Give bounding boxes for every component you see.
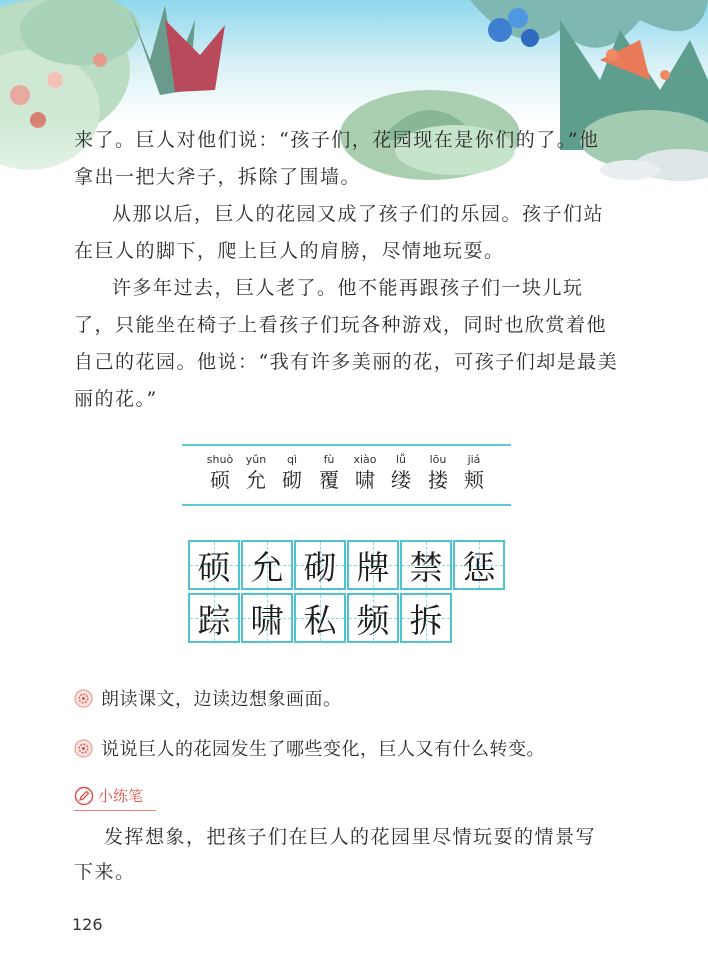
pen-icon <box>74 786 94 806</box>
writing-cell <box>241 593 293 643</box>
pinyin-text: lōu <box>429 453 447 466</box>
pinyin-item <box>309 453 349 492</box>
exercise-item <box>74 735 545 761</box>
practice-title: 小练笔 <box>98 787 144 805</box>
writing-cell <box>188 540 240 590</box>
writing-char: 私 <box>303 600 337 640</box>
pinyin-char: 覆 <box>319 468 339 492</box>
story-line: 从那以后，巨人的花园又成了孩子们的乐园。孩子们站 <box>112 203 605 225</box>
writing-char: 牌 <box>356 547 390 587</box>
pinyin-item <box>236 453 276 492</box>
writing-cell <box>294 593 346 643</box>
exercise-item <box>74 685 342 711</box>
pinyin-char: 硕 <box>210 468 230 492</box>
pinyin-text: xiào <box>353 453 377 466</box>
story-paragraph-3 <box>74 270 634 418</box>
pinyin-char: 颊 <box>464 468 484 492</box>
writing-cell <box>453 540 505 590</box>
pinyin-text: qì <box>286 453 298 466</box>
pinyin-char: 搂 <box>428 468 448 492</box>
story-line: 了，只能坐在椅子上看孩子们玩各种游戏，同时也欣赏着他 <box>74 314 608 336</box>
story-line: 来了。巨人对他们说：“孩子们，花园现在是你们的了。”他 <box>74 129 600 151</box>
pinyin-text: yǔn <box>245 453 267 466</box>
writing-cell <box>347 593 399 643</box>
pinyin-char: 缕 <box>391 468 411 492</box>
writing-cell <box>347 540 399 590</box>
pinyin-char: 砌 <box>282 468 302 492</box>
writing-char: 频 <box>356 600 390 640</box>
pinyin-text: fù <box>323 453 335 466</box>
flower-bullet-icon <box>74 739 93 758</box>
pinyin-text: shuò <box>206 453 234 466</box>
writing-cell <box>241 540 293 590</box>
pinyin-word-box <box>182 444 511 506</box>
writing-char: 踪 <box>197 600 231 640</box>
writing-char: 惩 <box>462 547 496 587</box>
story-line: 丽的花。” <box>74 388 158 410</box>
story-paragraph-2 <box>74 196 634 270</box>
pinyin-text: jiá <box>467 453 481 466</box>
practice-header <box>74 785 143 806</box>
practice-line: 下来。 <box>74 861 136 883</box>
writing-char: 允 <box>250 547 284 587</box>
writing-char: 砌 <box>303 547 337 587</box>
writing-cell <box>400 593 452 643</box>
exercise-text: 朗读课文，边读边想象画面。 <box>101 689 342 710</box>
pinyin-item <box>454 453 494 492</box>
pinyin-char: 允 <box>246 468 266 492</box>
story-paragraph-1 <box>74 122 634 196</box>
writing-cell <box>188 593 240 643</box>
pinyin-item <box>418 453 458 492</box>
writing-char: 拆 <box>409 600 443 640</box>
story-line: 拿出一把大斧子，拆除了围墙。 <box>74 166 362 188</box>
pinyin-item <box>272 453 312 492</box>
pinyin-item <box>345 453 385 492</box>
writing-cell <box>294 540 346 590</box>
story-line: 自己的花园。他说：“我有许多美丽的花，可孩子们却是最美 <box>74 351 619 373</box>
practice-line: 发挥想象，把孩子们在巨人的花园里尽情玩耍的情景写 <box>104 826 597 848</box>
story-line: 在巨人的脚下，爬上巨人的肩膀，尽情地玩耍。 <box>74 240 505 262</box>
pinyin-char: 啸 <box>355 468 375 492</box>
writing-char: 硕 <box>197 547 231 587</box>
pinyin-text: lǚ <box>395 453 407 466</box>
practice-divider <box>74 810 156 811</box>
flower-bullet-icon <box>74 689 93 708</box>
writing-char: 禁 <box>409 547 443 587</box>
writing-cell <box>400 540 452 590</box>
exercise-text: 说说巨人的花园发生了哪些变化，巨人又有什么转变。 <box>101 739 545 760</box>
pinyin-item <box>200 453 240 492</box>
practice-prompt <box>74 820 634 890</box>
story-line: 许多年过去，巨人老了。他不能再跟孩子们一块儿玩 <box>112 277 584 299</box>
page-number: 126 <box>72 915 103 934</box>
writing-char: 啸 <box>250 600 284 640</box>
pinyin-item <box>381 453 421 492</box>
